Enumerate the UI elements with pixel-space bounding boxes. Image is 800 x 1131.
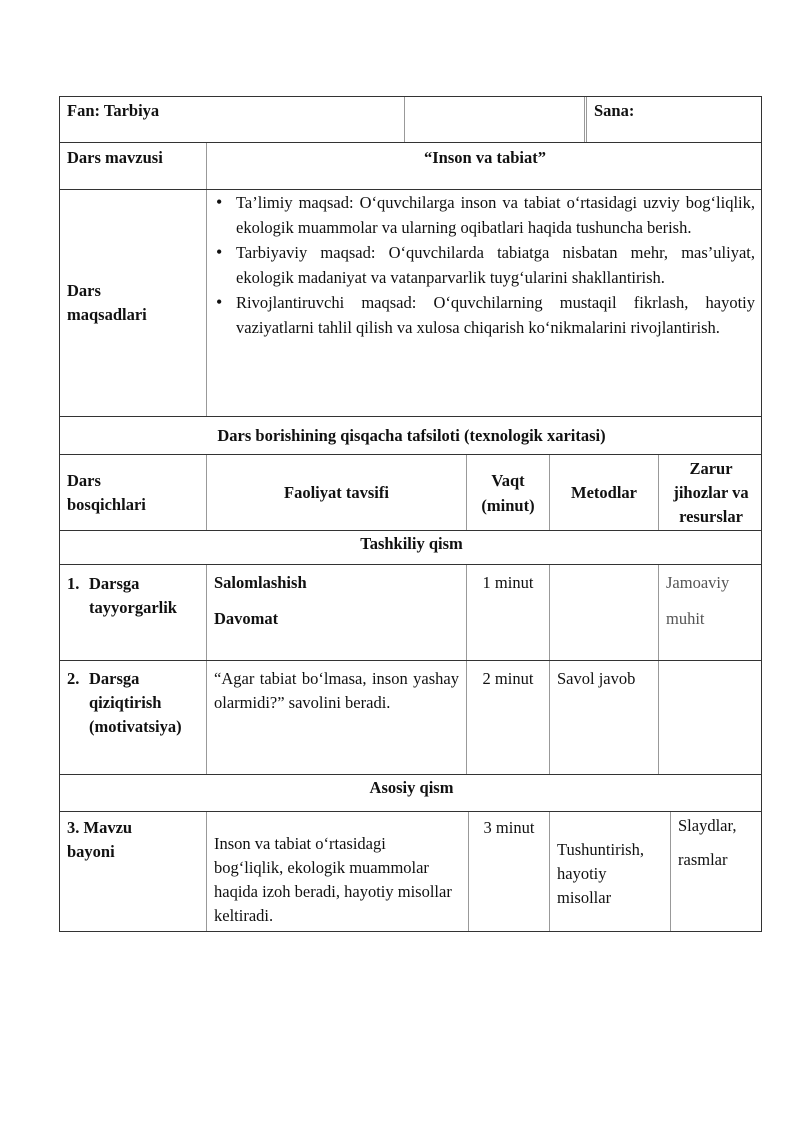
stage-2-line1: Darsga (89, 669, 140, 688)
stage-3-activity: Inson va tabiat o‘rtasidagi bog‘liqlik, ekologik muammolar haqida izoh beradi, hayotiy misollar keltiradi. (206, 812, 468, 931)
stage-3-methods-line3: misollar (557, 888, 612, 907)
goal-upbringing: • Tarbiyaviy maqsad: O‘quvchilarda tabiatga nisbatan mehr, mas’uliyat, ekologik madaniyat va vatanparvarlik tuyg‘ularini shakllantirish. (213, 240, 755, 290)
lesson-plan-table (59, 96, 762, 932)
stage-3-methods-line1: Tushuntirish, (557, 840, 644, 859)
stage-2-line2: qiziqtirish (89, 693, 162, 712)
stage-1-resources (658, 565, 763, 660)
col-resources-line3: resurslar (679, 506, 743, 526)
topic-row (59, 143, 762, 190)
stage-1-line1: Darsga (89, 574, 140, 593)
stage-1-name (60, 565, 206, 660)
col-resources (658, 455, 763, 530)
stage-1-activity-line2: Davomat (214, 609, 279, 628)
col-methods: Metodlar (549, 455, 658, 530)
goals-label (60, 190, 206, 416)
stage-row-2 (59, 661, 762, 775)
stage-2-number: 2. (67, 669, 80, 688)
stage-3-methods-line2: hayotiy (557, 864, 607, 883)
stage-1-methods (549, 565, 658, 660)
col-time-line2: (minut) (481, 495, 535, 515)
flow-title: Dars borishining qisqacha tafsiloti (texnologik xaritasi) (217, 425, 606, 445)
goals-list-cell (206, 190, 763, 416)
stage-1-line2: tayyorgarlik (89, 598, 177, 617)
stage-2-name (60, 661, 206, 774)
col-stages (60, 455, 206, 530)
stage-1-resources-line1: Jamoaviy (666, 573, 730, 592)
stage-1-resources-line2: muhit (666, 609, 705, 628)
topic-value: “Inson va tabiat” (206, 143, 763, 189)
goals-row (59, 190, 762, 417)
stage-3-resources-line2: rasmlar (678, 850, 728, 869)
stage-3-resources-line1: Slaydlar, (678, 816, 737, 835)
column-header-row (59, 455, 762, 531)
col-stages-line2: bosqichlari (67, 494, 146, 514)
section-main-row (59, 775, 762, 812)
stage-1-activity-line1: Salomlashish (214, 573, 307, 592)
stage-2-methods: Savol javob (549, 661, 658, 774)
flow-title-row (59, 417, 762, 455)
stage-2-line3: (motivatsiya) (89, 717, 182, 736)
goals-list (213, 190, 755, 340)
stage-1-activity (206, 565, 466, 660)
stage-3-name (60, 812, 206, 931)
stage-3-resources (670, 812, 763, 931)
col-resources-line2: jihozlar va (673, 482, 749, 502)
stage-1-number: 1. (67, 574, 80, 593)
goals-label-line2: maqsadlari (67, 305, 147, 324)
col-time (466, 455, 549, 530)
stage-2-time: 2 minut (466, 661, 549, 774)
stage-2-resources (658, 661, 763, 774)
col-resources-line1: Zarur (689, 458, 733, 478)
header-blank-cell (404, 97, 584, 142)
header-row (59, 96, 762, 143)
stage-3-line1: 3. Mavzu (67, 818, 133, 837)
stage-row-3 (59, 812, 762, 932)
col-stages-line1: Dars (67, 470, 101, 490)
date-cell: Sana: (584, 97, 763, 142)
subject-cell: Fan: Tarbiya (67, 101, 160, 120)
stage-2-activity: “Agar tabiat bo‘lmasa, inson yashay olarmidi?” savolini beradi. (206, 661, 466, 774)
stage-3-line2: bayoni (67, 842, 115, 861)
goal-educational: • Ta’limiy maqsad: O‘quvchilarga inson va tabiat o‘rtasidagi uzviy bog‘liqlik, ekologik muammolar va ularning oqibatlari haqida tushuncha berish. (213, 190, 755, 240)
col-activity: Faoliyat tavsifi (206, 455, 466, 530)
goal-developmental: • Rivojlantiruvchi maqsad: O‘quvchilarning mustaqil fikrlash, hayotiy vaziyatlarni tahlil qilish va xulosa chiqarish ko‘nikmalarini rivojlantirish. (213, 290, 755, 340)
section-organizational-row (59, 531, 762, 565)
goals-label-line1: Dars (67, 281, 101, 300)
stage-3-methods (549, 812, 670, 931)
stage-row-1 (59, 565, 762, 661)
stage-1-time: 1 minut (466, 565, 549, 660)
topic-label: Dars mavzusi (67, 148, 163, 167)
section-organizational: Tashkiliy qism (360, 534, 463, 553)
col-time-line1: Vaqt (491, 470, 525, 490)
section-main: Asosiy qism (369, 778, 454, 797)
stage-3-time: 3 minut (468, 812, 549, 931)
